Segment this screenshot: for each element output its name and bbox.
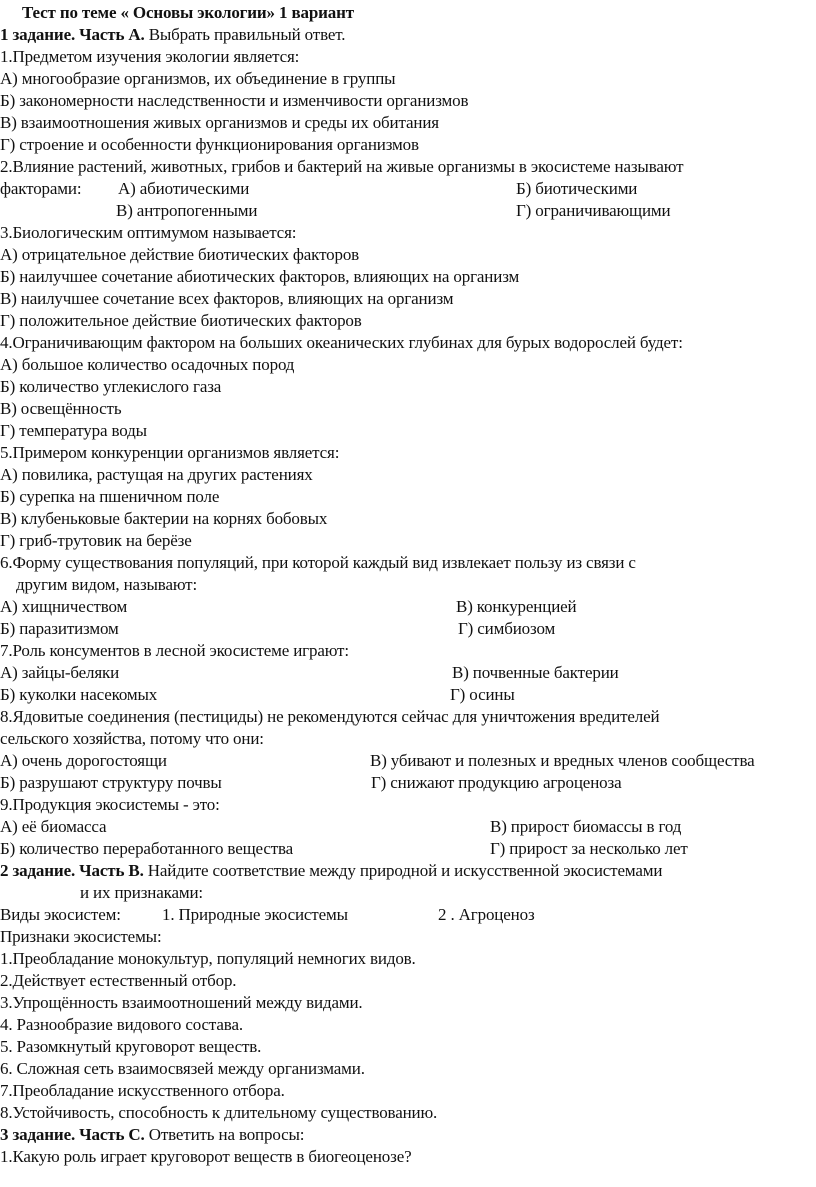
part-b-header <box>0 860 662 882</box>
q9-option-c: В) прирост биомассы в год <box>490 817 682 836</box>
q8-option-b: Б) разрушают структуру почвы <box>0 773 222 792</box>
part-a-heading: 1 задание. Часть А. <box>0 25 145 44</box>
q2-lead: факторами: <box>0 179 82 198</box>
q6-option-b: Б) паразитизмом <box>0 619 119 638</box>
question-8: 8.Ядовитые соединения (пестициды) не рекомендуются сейчас для уничтожения вредителей <box>0 707 660 726</box>
q5-option-b: Б) сурепка на пшеничном поле <box>0 487 220 506</box>
q4-option-a: А) большое количество осадочных пород <box>0 355 295 374</box>
part-b-instruction-cont: и их признаками: <box>80 883 203 902</box>
part-a-instruction: Выбрать правильный ответ. <box>144 25 346 44</box>
q6-option-d: Г) симбиозом <box>458 619 556 638</box>
q1-option-d: Г) строение и особенности функционирования организмов <box>0 135 419 154</box>
q4-option-d: Г) температура воды <box>0 421 147 440</box>
q7-option-c: В) почвенные бактерии <box>452 663 619 682</box>
q2-option-b: Б) биотическими <box>516 179 638 198</box>
question-4: 4.Ограничивающим фактором на больших океанических глубинах для бурых водорослей будет: <box>0 333 683 352</box>
ecosystem-sign: 5. Разомкнутый круговорот веществ. <box>0 1037 262 1056</box>
part-c-heading: 3 задание. Часть С. <box>0 1125 145 1144</box>
question-1: 1.Предметом изучения экологии является: <box>0 47 300 66</box>
q8-option-c: В) убивают и полезных и вредных членов сообщества <box>370 751 755 770</box>
question-7: 7.Роль консументов в лесной экосистеме играют: <box>0 641 349 660</box>
q6-option-a: А) хищничеством <box>0 597 128 616</box>
q5-option-a: А) повилика, растущая на других растениях <box>0 465 313 484</box>
q3-option-c: В) наилучшее сочетание всех факторов, влияющих на организм <box>0 289 454 308</box>
ecosystem-sign: 1.Преобладание монокультур, популяций немногих видов. <box>0 949 416 968</box>
question-9: 9.Продукция экосистемы - это: <box>0 795 220 814</box>
part-c-question-1: 1.Какую роль играет круговорот веществ в биогеоценозе? <box>0 1147 412 1166</box>
ecosystem-sign: 7.Преобладание искусственного отбора. <box>0 1081 285 1100</box>
q9-option-a: А) её биомасса <box>0 817 107 836</box>
question-2: 2.Влияние растений, животных, грибов и бактерий на живые организмы в экосистеме называют <box>0 157 684 176</box>
q2-option-c: В) антропогенными <box>116 201 258 220</box>
q2-option-a: А) абиотическими <box>118 179 250 198</box>
q9-option-b: Б) количество переработанного вещества <box>0 839 294 858</box>
part-b-instruction: Найдите соответствие между природной и искусственной экосистемами <box>143 861 663 880</box>
part-c-instruction: Ответить на вопросы: <box>144 1125 305 1144</box>
question-6: 6.Форму существования популяций, при которой каждый вид извлекает пользу из связи с <box>0 553 636 572</box>
ecosystem-signs-label: Признаки экосистемы: <box>0 927 162 946</box>
ecosystem-types-label: Виды экосистем: <box>0 905 121 924</box>
ecosystem-sign: 3.Упрощённость взаимоотношений между видами. <box>0 993 363 1012</box>
question-6-cont: другим видом, называют: <box>16 575 198 594</box>
test-title: Тест по теме « Основы экологии» 1 вариант <box>22 3 354 22</box>
q1-option-b: Б) закономерности наследственности и изменчивости организмов <box>0 91 469 110</box>
q4-option-c: В) освещённость <box>0 399 122 418</box>
q1-option-a: А) многообразие организмов, их объединение в группы <box>0 69 396 88</box>
q8-option-d: Г) снижают продукцию агроценоза <box>371 773 622 792</box>
ecosystem-type-1: 1. Природные экосистемы <box>162 905 348 924</box>
q5-option-d: Г) гриб-трутовик на берёзе <box>0 531 192 550</box>
q3-option-b: Б) наилучшее сочетание абиотических факторов, влияющих на организм <box>0 267 520 286</box>
question-5: 5.Примером конкуренции организмов является: <box>0 443 340 462</box>
q7-option-d: Г) осины <box>450 685 515 704</box>
q3-option-a: А) отрицательное действие биотических факторов <box>0 245 360 264</box>
ecosystem-sign: 6. Сложная сеть взаимосвязей между организмами. <box>0 1059 365 1078</box>
part-c-header <box>0 1124 304 1146</box>
q5-option-c: В) клубеньковые бактерии на корнях бобовых <box>0 509 328 528</box>
q6-option-c: В) конкуренцией <box>456 597 577 616</box>
part-a-header <box>0 24 345 46</box>
q4-option-b: Б) количество углекислого газа <box>0 377 222 396</box>
ecosystem-type-2: 2 . Агроценоз <box>438 905 535 924</box>
q7-option-a: А) зайцы-беляки <box>0 663 120 682</box>
q8-option-a: А) очень дорогостоящи <box>0 751 167 770</box>
question-8-cont: сельского хозяйства, потому что они: <box>0 729 264 748</box>
ecosystem-sign: 2.Действует естественный отбор. <box>0 971 237 990</box>
q7-option-b: Б) куколки насекомых <box>0 685 158 704</box>
q3-option-d: Г) положительное действие биотических факторов <box>0 311 362 330</box>
question-3: 3.Биологическим оптимумом называется: <box>0 223 297 242</box>
part-b-heading: 2 задание. Часть В. <box>0 861 144 880</box>
ecosystem-sign: 4. Разнообразие видового состава. <box>0 1015 243 1034</box>
q1-option-c: В) взаимоотношения живых организмов и среды их обитания <box>0 113 439 132</box>
ecosystem-sign: 8.Устойчивость, способность к длительному существованию. <box>0 1103 438 1122</box>
q9-option-d: Г) прирост за несколько лет <box>490 839 688 858</box>
q2-option-d: Г) ограничивающими <box>516 201 671 220</box>
